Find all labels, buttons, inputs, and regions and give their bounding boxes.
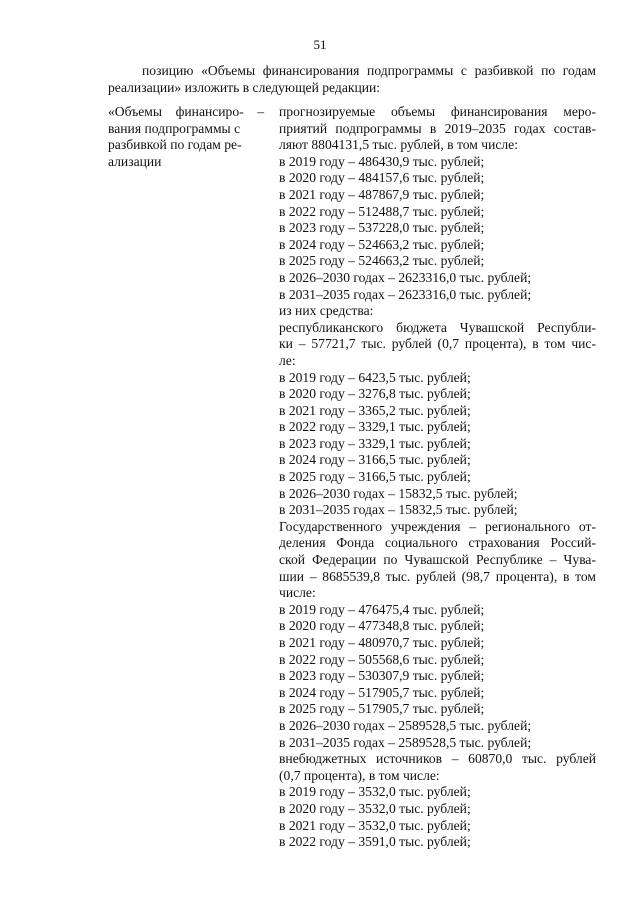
funding-line: ки – 57721,7 тыс. рублей (0,7 процента), в том чис- (279, 336, 596, 352)
funding-line: ляют 8804131,5 тыс. рублей, в том числе: (279, 137, 518, 153)
funding-line: деления Фонда социального страхования Россий- (279, 535, 596, 551)
funding-line: в 2019 году – 486430,9 тыс. рублей; (279, 153, 485, 169)
funding-line: в 2026–2030 годах – 2623316,0 тыс. рублей; (279, 269, 532, 285)
intro-paragraph (108, 63, 596, 96)
position-label-line: вания подпрограммы с (108, 120, 241, 136)
funding-line: в 2021 году – 3532,0 тыс. рублей; (279, 817, 471, 833)
intro-line: реализации» изложить в следующей редакции: (108, 79, 381, 95)
position-label-line: ализации (108, 153, 162, 169)
funding-line: в 2031–2035 годах – 2623316,0 тыс. рублей; (279, 286, 532, 302)
funding-line: в 2022 году – 512488,7 тыс. рублей; (279, 203, 485, 219)
funding-line: в 2019 году – 476475,4 тыс. рублей; (279, 601, 485, 617)
funding-line: ской Федерации по Чувашской Республике – Чува- (279, 552, 596, 568)
funding-line: Государственного учреждения – регионального от- (279, 518, 596, 534)
funding-line: в 2024 году – 517905,7 тыс. рублей; (279, 684, 485, 700)
page-number: 51 (313, 37, 327, 52)
funding-line: в 2019 году – 3532,0 тыс. рублей; (279, 784, 471, 800)
funding-line: в 2022 году – 3591,0 тыс. рублей; (279, 834, 471, 850)
funding-line: (0,7 процента), в том числе: (279, 767, 440, 783)
funding-line: прогнозируемые объемы финансирования меро- (279, 104, 596, 119)
funding-line: в 2025 году – 3166,5 тыс. рублей; (279, 469, 471, 485)
funding-line: из них средства: (279, 303, 374, 319)
funding-line: в 2026–2030 годах – 2589528,5 тыс. рублей; (279, 717, 532, 733)
funding-details-column (279, 104, 596, 851)
funding-line: в 2023 году – 537228,0 тыс. рублей; (279, 220, 485, 236)
position-label-column (108, 104, 272, 170)
funding-line: ле: (279, 352, 296, 368)
funding-line: приятий подпрограммы в 2019–2035 годах состав- (279, 120, 596, 136)
funding-line: числе: (279, 585, 316, 601)
funding-line: в 2020 году – 3276,8 тыс. рублей; (279, 386, 471, 402)
funding-line: в 2019 году – 6423,5 тыс. рублей; (279, 369, 471, 385)
funding-line: в 2024 году – 524663,2 тыс. рублей; (279, 236, 485, 252)
funding-line: в 2024 году – 3166,5 тыс. рублей; (279, 452, 471, 468)
funding-line: в 2021 году – 480970,7 тыс. рублей; (279, 635, 485, 650)
funding-line: в 2031–2035 годах – 2589528,5 тыс. рублей; (279, 734, 532, 750)
funding-line: в 2025 году – 517905,7 тыс. рублей; (279, 701, 485, 717)
funding-line: в 2020 году – 477348,8 тыс. рублей; (279, 618, 485, 634)
funding-line: шии – 8685539,8 тыс. рублей (98,7 процента), в том (279, 568, 596, 584)
funding-line: в 2022 году – 3329,1 тыс. рублей; (279, 419, 471, 435)
funding-line: в 2022 году – 505568,6 тыс. рублей; (279, 651, 485, 667)
funding-line: внебюджетных источников – 60870,0 тыс. рублей (279, 751, 596, 767)
funding-line: в 2021 году – 487867,9 тыс. рублей; (279, 186, 485, 202)
position-label-line: «Объемы финансиро- – (108, 104, 265, 119)
funding-line: в 2031–2035 годах – 15832,5 тыс. рублей; (279, 502, 518, 518)
position-label-line: разбивкой по годам ре- (108, 137, 242, 153)
funding-line: в 2020 году – 484157,6 тыс. рублей; (279, 170, 485, 186)
funding-line: республиканского бюджета Чувашской Республи- (279, 319, 596, 335)
funding-line: в 2023 году – 3329,1 тыс. рублей; (279, 435, 471, 451)
funding-line: в 2021 году – 3365,2 тыс. рублей; (279, 402, 471, 418)
funding-line: в 2023 году – 530307,9 тыс. рублей; (279, 668, 485, 684)
funding-line: в 2026–2030 годах – 15832,5 тыс. рублей; (279, 485, 518, 501)
funding-line: в 2025 году – 524663,2 тыс. рублей; (279, 253, 485, 269)
intro-line: позицию «Объемы финансирования подпрограммы с разбивкой по годам (142, 63, 596, 78)
funding-line: в 2020 году – 3532,0 тыс. рублей; (279, 800, 471, 816)
